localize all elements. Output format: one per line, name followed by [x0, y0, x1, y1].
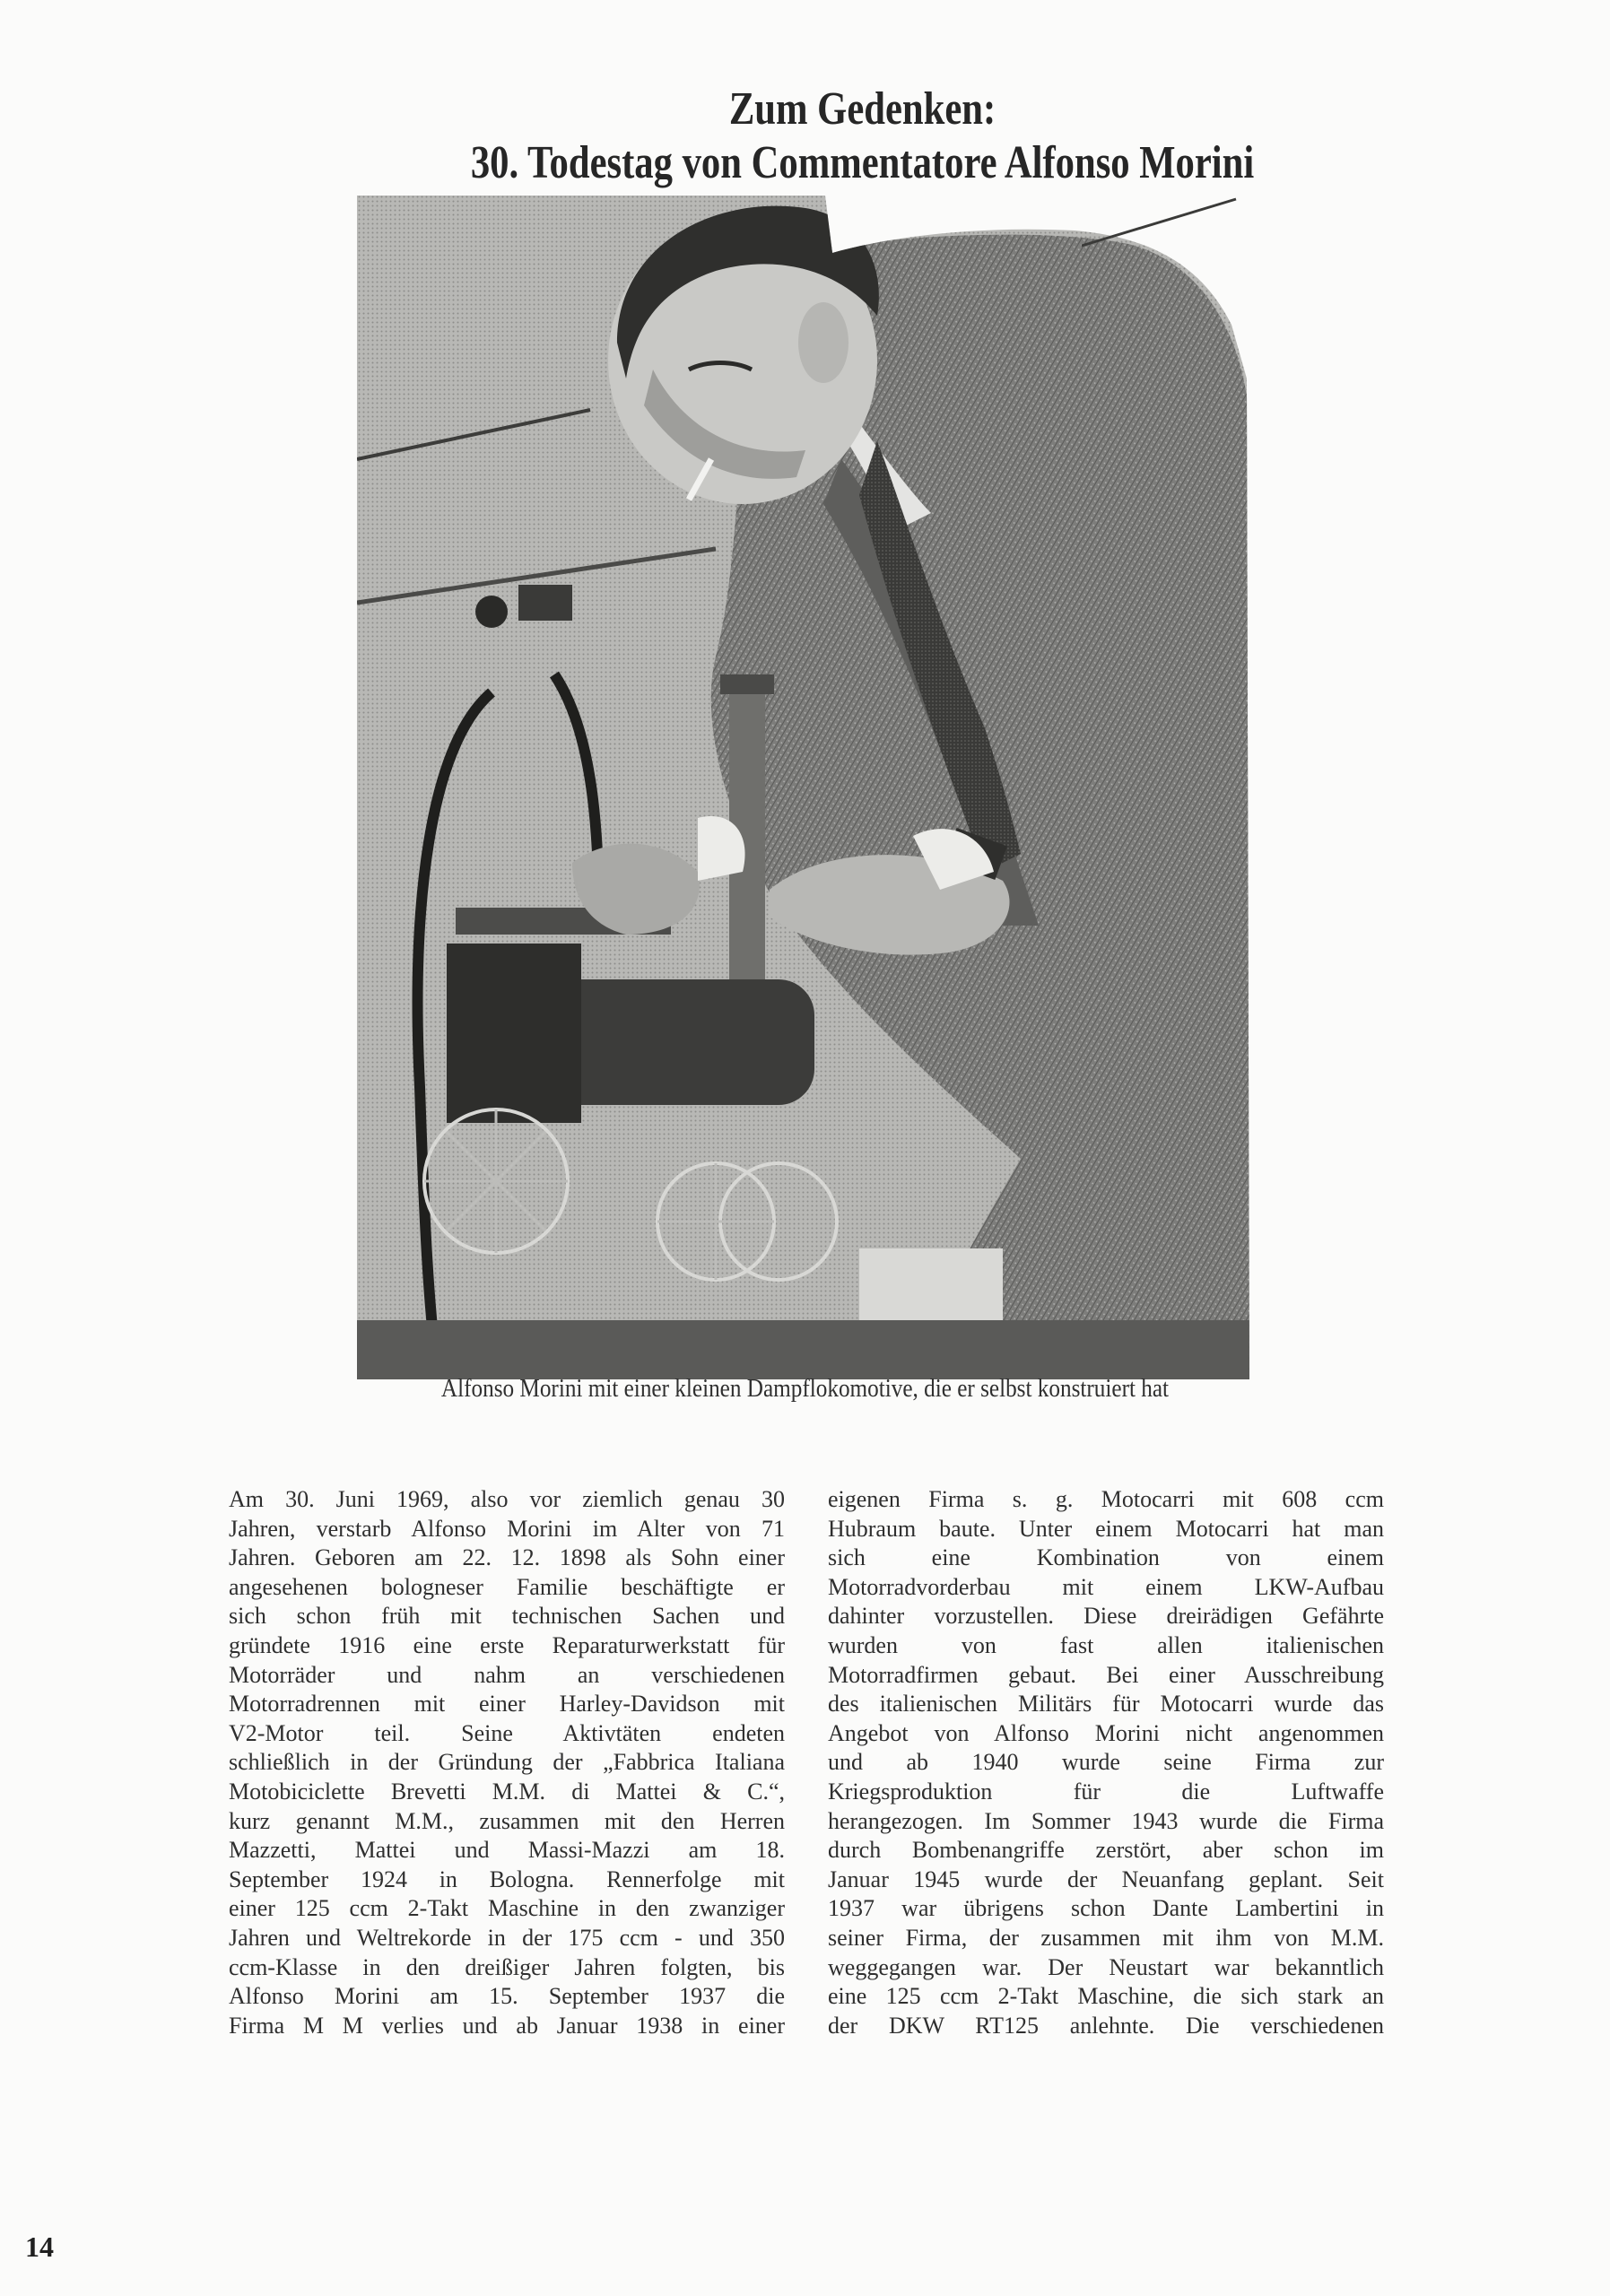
text-line: der DKW RT125 anlehnte. Die verschiedenen: [828, 2012, 1384, 2039]
text-line: sich eine Kombination von einem: [828, 1544, 1384, 1571]
text-line: Alfonso Morini am 15. September 1937 die: [229, 1983, 785, 2010]
text-line: V2-Motor teil. Seine Aktivtäten endeten: [229, 1719, 785, 1746]
text-line: seiner Firma, der zusammen mit ihm von M.M.: [828, 1924, 1384, 1951]
text-line: herangezogen. Im Sommer 1943 wurde die Firma: [828, 1807, 1384, 1834]
page-number: 14: [25, 2231, 54, 2263]
text-line: Am 30. Juni 1969, also vor ziemlich genau 30: [229, 1486, 785, 1512]
text-line: Angebot von Alfonso Morini nicht angenommen: [828, 1719, 1384, 1746]
text-line: des italienischen Militärs für Motocarri wurde das: [828, 1691, 1384, 1718]
text-line: sich schon früh mit technischen Sachen und: [229, 1603, 785, 1630]
text-line: Januar 1945 wurde der Neuanfang geplant. Seit: [828, 1866, 1384, 1892]
text-line: weggegangen war. Der Neustart war bekanntlich: [828, 1953, 1384, 1980]
text-line: angesehenen bologneser Familie beschäftigte er: [229, 1573, 785, 1600]
text-line: Motorradrennen mit einer Harley-Davidson mit: [229, 1691, 785, 1718]
text-line: Firma M M verlies und ab Januar 1938 in einer: [229, 2012, 785, 2039]
text-line: Hubraum baute. Unter einem Motocarri hat man: [828, 1515, 1384, 1542]
text-line: September 1924 in Bologna. Rennerfolge mit: [229, 1866, 785, 1892]
photo-caption: Alfonso Morini mit einer kleinen Dampflokomotive, die er selbst konstruiert hat: [440, 1375, 1170, 1403]
text-line: gründete 1916 eine erste Reparaturwerkstatt für: [229, 1631, 785, 1658]
article-title-line-2: 30. Todestag von Commentatore Alfonso Morini: [470, 137, 1255, 188]
photo-morini-locomotive: [357, 190, 1256, 1379]
text-line: Motobiciclette Brevetti M.M. di Mattei & C.“,: [229, 1778, 785, 1805]
text-line: und ab 1940 wurde seine Firma zur: [828, 1749, 1384, 1776]
text-line: einer 125 ccm 2-Takt Maschine in den zwanziger: [229, 1895, 785, 1922]
text-line: eine 125 ccm 2-Takt Maschine, die sich stark an: [828, 1983, 1384, 2010]
text-line: Motorräder und nahm an verschiedenen: [229, 1661, 785, 1688]
text-line: wurden von fast allen italienischen: [828, 1631, 1384, 1658]
text-line: Jahren und Weltrekorde in der 175 ccm - und 350: [229, 1924, 785, 1951]
text-line: Mazzetti, Mattei und Massi-Mazzi am 18.: [229, 1837, 785, 1864]
article-column-right: [828, 1485, 1384, 2040]
text-line: durch Bombenangriffe zerstört, aber schon im: [828, 1837, 1384, 1864]
text-line: kurz genannt M.M., zusammen mit den Herren: [229, 1807, 785, 1834]
text-line: eigenen Firma s. g. Motocarri mit 608 ccm: [828, 1486, 1384, 1512]
text-line: dahinter vorzustellen. Diese dreirädigen Gefährte: [828, 1603, 1384, 1630]
text-line: Jahren. Geboren am 22. 12. 1898 als Sohn einer: [229, 1544, 785, 1571]
text-line: Kriegsproduktion für die Luftwaffe: [828, 1778, 1384, 1805]
article-column-left: [229, 1485, 785, 2040]
text-line: ccm-Klasse in den dreißiger Jahren folgten, bis: [229, 1953, 785, 1980]
text-line: Motorradvorderbau mit einem LKW-Aufbau: [828, 1573, 1384, 1600]
text-line: schließlich in der Gründung der „Fabbrica Italiana: [229, 1749, 785, 1776]
article-title-line-1: Zum Gedenken:: [728, 83, 996, 135]
text-line: Jahren, verstarb Alfonso Morini im Alter von 71: [229, 1515, 785, 1542]
text-line: Motorradfirmen gebaut. Bei einer Ausschreibung: [828, 1661, 1384, 1688]
text-line: 1937 war übrigens schon Dante Lambertini in: [828, 1895, 1384, 1922]
